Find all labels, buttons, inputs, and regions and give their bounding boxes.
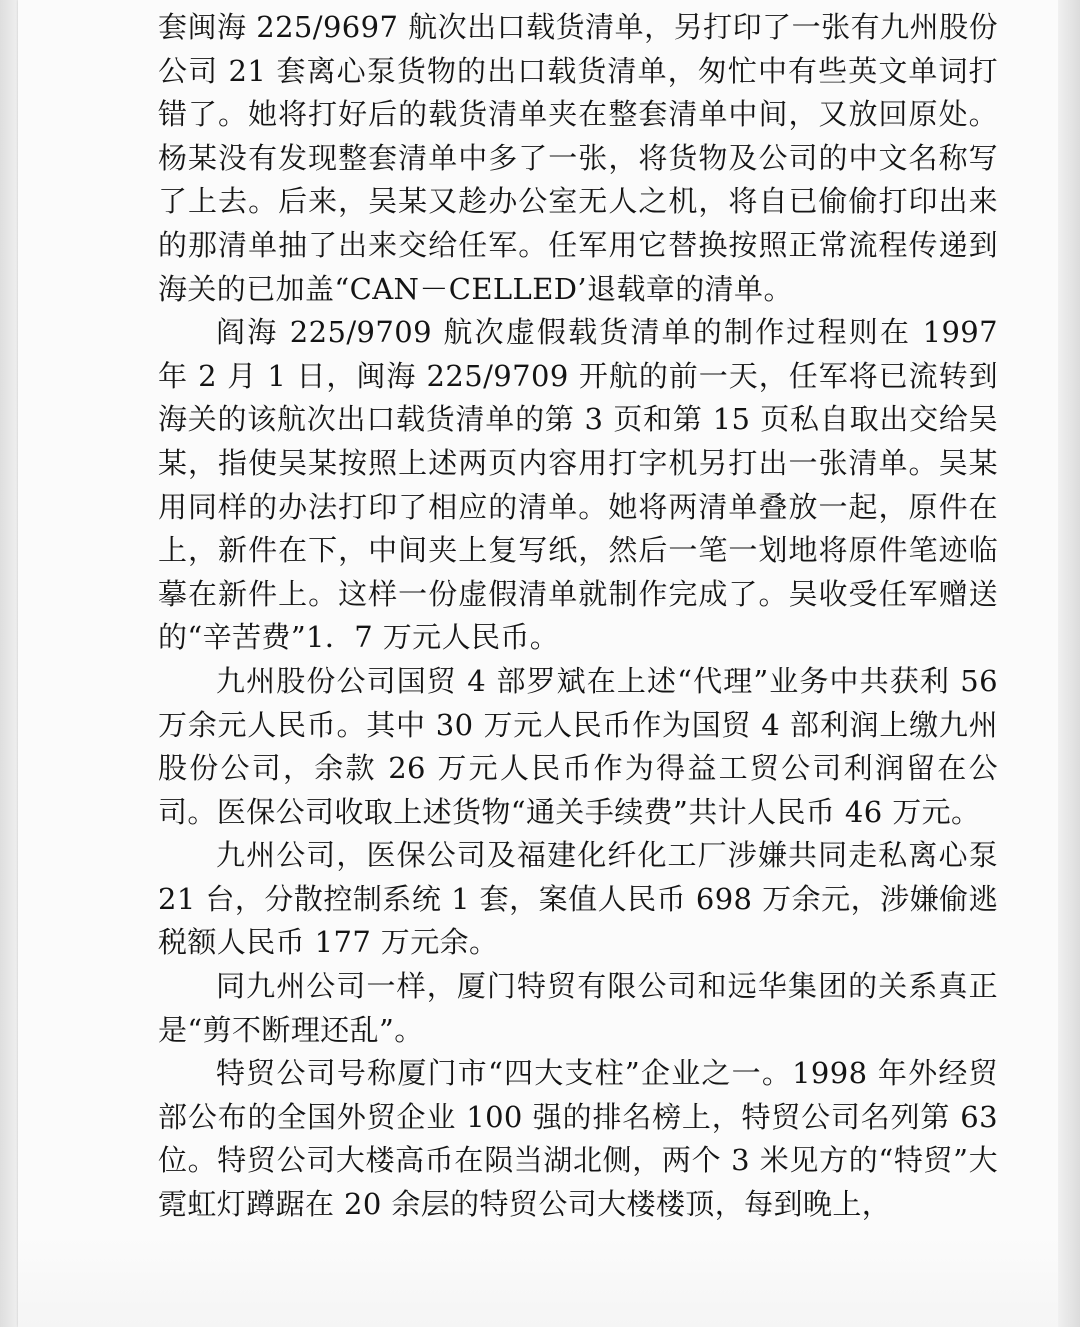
paragraph-4: 九州公司，医保公司及福建化纤化工厂涉嫌共同走私离心泵 21 台，分散控制系统 1 套，案值人民币 698 万余元，涉嫌偷逃税额人民币 177 万元余。 xyxy=(158,838,998,960)
paragraph-1: 套闽海 225/9697 航次出口载货清单，另打印了一张有九州股份公司 21 套离心泵货物的出口载货清单，匆忙中有些英文单词打错了。她将打好后的载货清单夹在整套清单中间，又放回原处。杨某没有发现整套清单中多了一张，将货物及公司的中文名称写了上去。后来，吴某又趁办公室无人之机，将自已偷偷打印出来的那清单抽了出来交给任军。任军用它替换按照正常流程传递到海关的已加盖“CAN－CELLED’退载章的清单。 xyxy=(158,10,998,306)
page-text xyxy=(158,6,998,1227)
page-bottom-fade xyxy=(18,1237,1058,1327)
paragraph-5: 同九州公司一样，厦门特贸有限公司和远华集团的关系真正是“剪不断理还乱”。 xyxy=(158,969,998,1047)
left-page-edge xyxy=(0,0,18,1327)
paragraph-2: 阎海 225/9709 航次虚假载货清单的制作过程则在 1997 年 2 月 1 日，闽海 225/9709 开航的前一天，任军将已流转到海关的该航次出口载货清单的第 3 页和第 15 页私自取出交给吴某，指使吴某按照上述两页内容用打字机另打出一张清单。吴某用同样的办法打印了相应的清单。她将两清单叠放一起，原件在上，新件在下，中间夹上复写纸，然后一笔一划地将原件笔迹临摹在新件上。这样一份虚假清单就制作完成了。吴收受任军赠送的“辛苦费”1．7 万元人民币。 xyxy=(158,315,998,655)
right-page-edge xyxy=(1058,0,1080,1327)
paragraph-3: 九州股份公司国贸 4 部罗斌在上述“代理”业务中共获利 56 万余元人民币。其中 30 万元人民币作为国贸 4 部利润上缴九州股份公司，余款 26 万元人民币作为得益工贸公司利润留在公司。医保公司收取上述货物“通关手续费”共计人民币 46 万元。 xyxy=(158,663,998,829)
document-page xyxy=(18,0,1058,1327)
paragraph-6: 特贸公司号称厦门市“四大支柱”企业之一。1998 年外经贸部公布的全国外贸企业 100 强的排名榜上，特贸公司名列第 63 位。特贸公司大楼高币在陨当湖北侧，两个 3 米见方的“特贸”大霓虹灯蹲踞在 20 余层的特贸公司大楼楼顶，每到晚上， xyxy=(158,1056,998,1222)
